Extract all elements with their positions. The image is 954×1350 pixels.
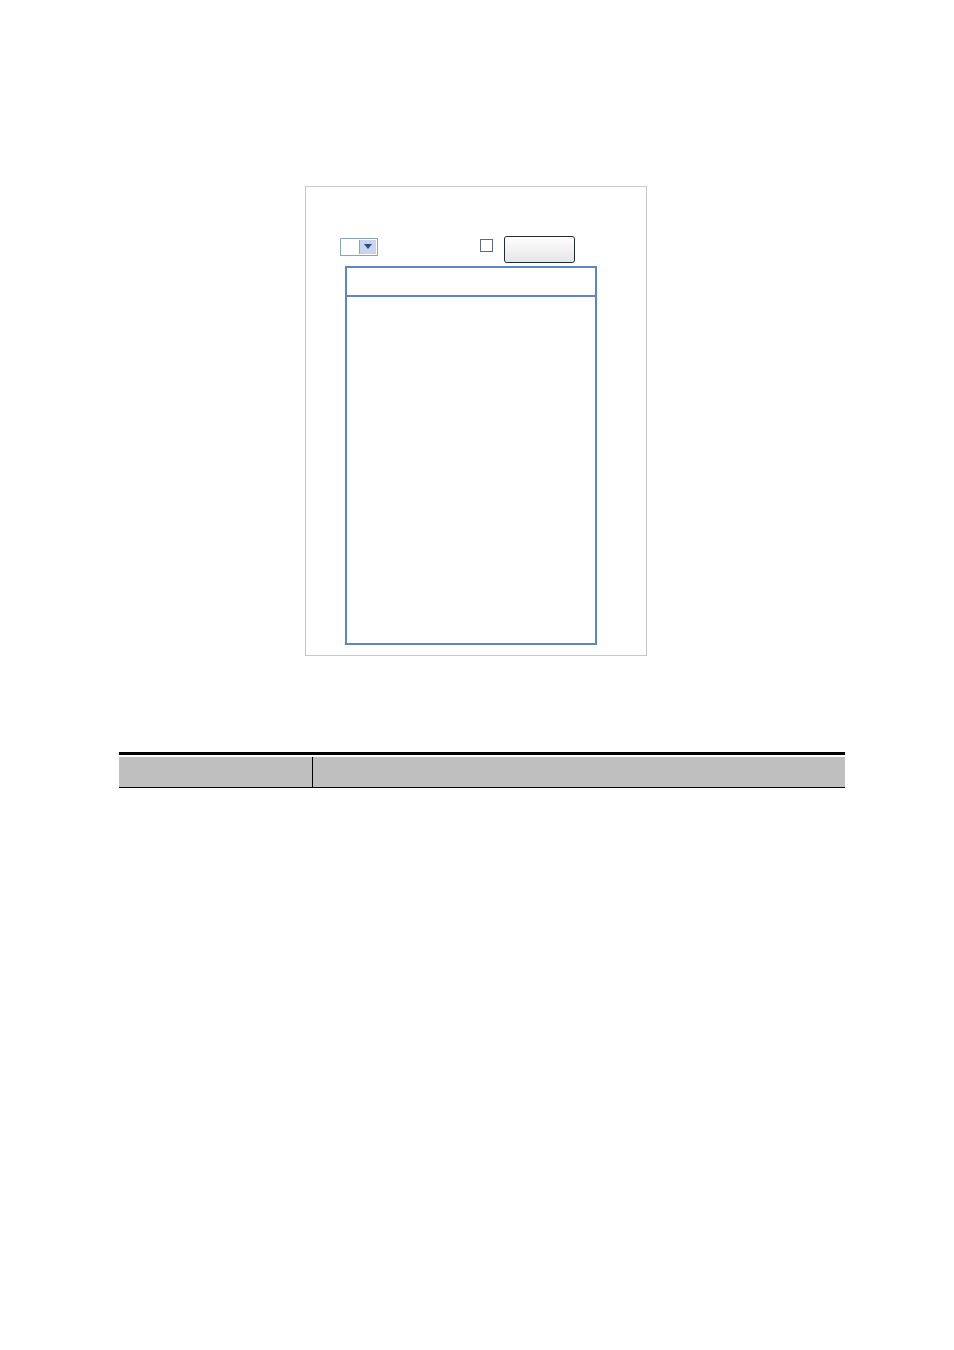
- header-rule: [119, 787, 845, 788]
- table-header: [347, 268, 595, 297]
- table-top-rule: [119, 752, 845, 755]
- fields-table-header: [119, 757, 845, 787]
- refresh-interval-select[interactable]: [340, 238, 378, 256]
- header-divider: [312, 757, 313, 787]
- rmon-screenshot: [305, 186, 647, 656]
- receive-total-table: [345, 266, 597, 645]
- auto-refresh-checkbox[interactable]: [480, 239, 493, 252]
- refresh-button[interactable]: [504, 236, 575, 263]
- chevron-down-icon: [359, 240, 376, 254]
